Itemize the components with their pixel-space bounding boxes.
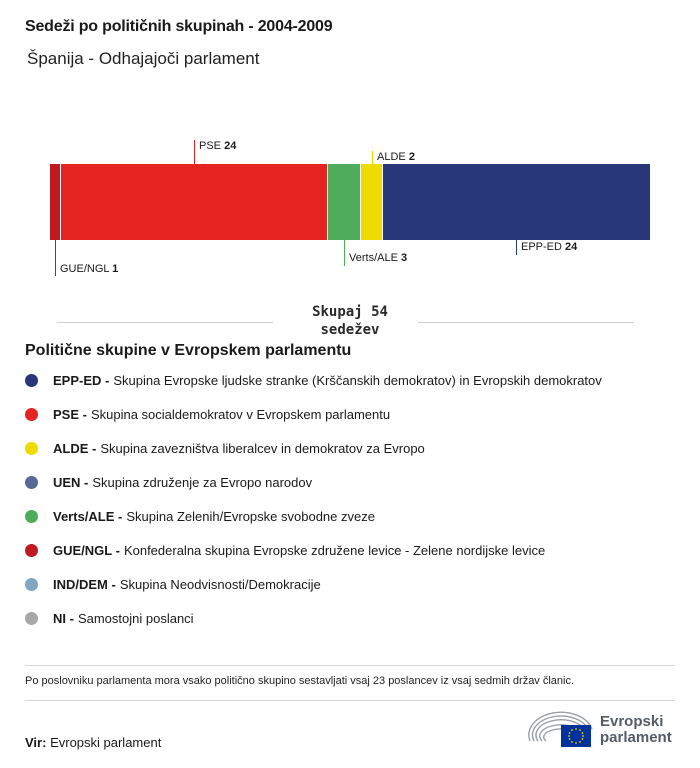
label-verts-ale: Verts/ALE 3	[349, 252, 408, 264]
label-pse: PSE 24	[199, 140, 237, 152]
legend-item-alde: ALDE - Skupina zavezništva liberalcev in demokratov za Evropo	[25, 438, 425, 458]
footer-divider-top	[25, 665, 675, 666]
legend-item-ni: NI - Samostojni poslanci	[25, 608, 194, 628]
legend-dot-icon	[25, 578, 38, 591]
legend-item-uen: UEN - Skupina združenje za Evropo narodov	[25, 472, 312, 492]
legend-dot-icon	[25, 612, 38, 625]
label-epp-ed: EPP-ED 24	[521, 241, 578, 253]
bar-segment-alde	[361, 164, 382, 240]
parliament-hemicycle-icon	[528, 711, 594, 749]
legend-item-gue-ngl: GUE/NGL - Konfederalna skupina Evropske združene levice - Zelene nordijske levice	[25, 540, 545, 560]
legend-dot-icon	[25, 442, 38, 455]
total-divider-left	[57, 322, 273, 323]
logo-text: Evropski parlament	[600, 713, 672, 746]
tick-epp-ed	[516, 240, 517, 255]
label-alde: ALDE 2	[377, 151, 415, 163]
european-parliament-logo	[528, 711, 678, 751]
tick-gue-ngl	[55, 240, 56, 276]
footer-divider-bottom	[25, 700, 675, 701]
bar-segment-pse	[61, 164, 327, 240]
bar-segment-epp-ed	[383, 164, 650, 240]
bar-segment-verts-ale	[328, 164, 360, 240]
legend-item-ind-dem: IND/DEM - Skupina Neodvisnosti/Demokracije	[25, 574, 321, 594]
legend-item-pse: PSE - Skupina socialdemokratov v Evropskem parlamentu	[25, 404, 390, 424]
chart-subtitle: Španija - Odhajajoči parlament	[27, 49, 260, 68]
total-divider-right	[418, 322, 634, 323]
legend-item-epp-ed: EPP-ED - Skupina Evropske ljudske stranke (Krščanskih demokratov) in Evropskih demokratov	[25, 370, 602, 390]
total-seats-label: Skupaj 54 sedežev	[312, 304, 388, 338]
legend-dot-icon	[25, 374, 38, 387]
label-gue-ngl: GUE/NGL 1	[60, 263, 119, 275]
bar-segment-gue-ngl	[50, 164, 60, 240]
legend-dot-icon	[25, 544, 38, 557]
footnote: Po poslovniku parlamenta mora vsako politično skupino sestavljati vsaj 23 poslancev iz vsaj sedmih držav članic.	[25, 675, 575, 687]
legend-dot-icon	[25, 408, 38, 421]
tick-verts-ale	[344, 240, 345, 266]
legend-dot-icon	[25, 510, 38, 523]
tick-alde	[372, 151, 373, 164]
legend-item-verts-ale: Verts/ALE - Skupina Zelenih/Evropske svobodne zveze	[25, 506, 375, 526]
source: Vir: Evropski parlament	[25, 735, 162, 750]
legend-dot-icon	[25, 476, 38, 489]
tick-pse	[194, 140, 195, 164]
stacked-bar	[50, 164, 650, 240]
chart-title: Sedeži po političnih skupinah - 2004-2009	[25, 18, 333, 35]
legend-title: Politične skupine v Evropskem parlamentu	[25, 342, 352, 359]
